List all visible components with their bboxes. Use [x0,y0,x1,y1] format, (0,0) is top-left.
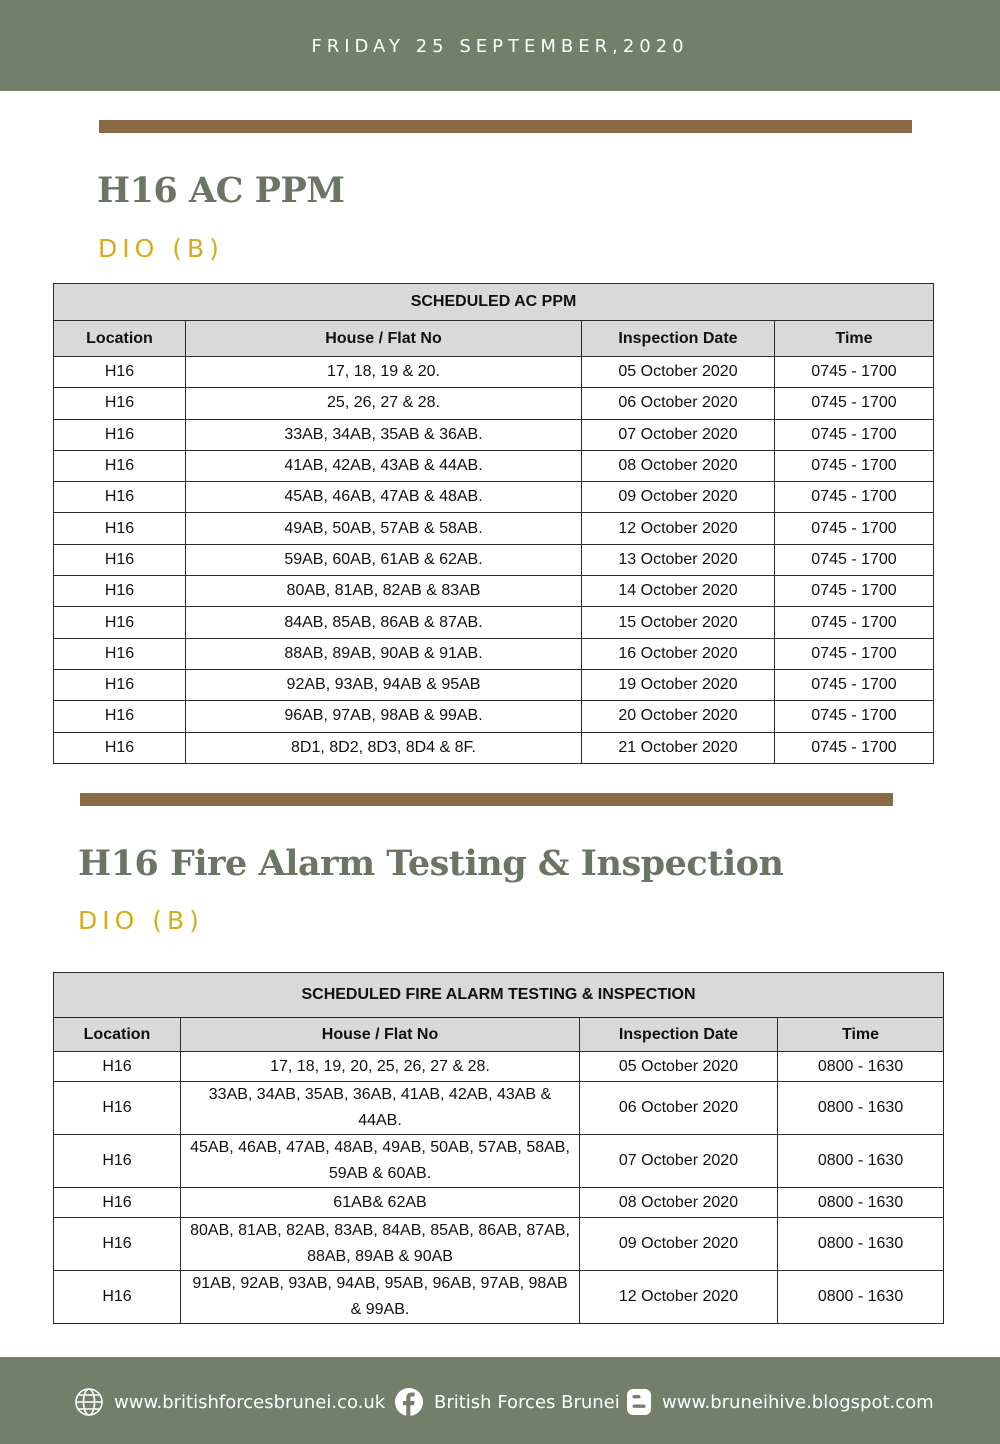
column-header: Time [778,1018,944,1052]
table-row [54,1052,944,1082]
inspection-date-cell: 06 October 2020 [582,388,775,419]
blog-link[interactable] [626,1389,934,1415]
house-flat-cell: 96AB, 97AB, 98AB & 99AB. [186,701,582,732]
column-header: Inspection Date [580,1018,778,1052]
section-title-ac-ppm: H16 AC PPM [97,170,345,211]
location-cell: H16 [54,1271,181,1324]
location-cell: H16 [54,638,186,669]
location-cell: H16 [54,576,186,607]
globe-icon [74,1387,104,1417]
location-cell: H16 [54,701,186,732]
table-header-row [54,1018,944,1052]
house-flat-cell: 49AB, 50AB, 57AB & 58AB. [186,513,582,544]
house-flat-cell: 84AB, 85AB, 86AB & 87AB. [186,607,582,638]
fire-alarm-table [53,972,944,1324]
column-header: House / Flat No [181,1018,580,1052]
location-cell: H16 [54,669,186,700]
facebook-icon [394,1387,424,1417]
table-row [54,1082,944,1135]
table-caption: SCHEDULED FIRE ALARM TESTING & INSPECTION [54,973,944,1018]
time-cell: 0745 - 1700 [775,513,934,544]
website-link[interactable] [74,1389,385,1415]
house-flat-cell: 8D1, 8D2, 8D3, 8D4 & 8F. [186,732,582,763]
location-cell: H16 [54,450,186,481]
house-flat-cell: 80AB, 81AB, 82AB, 83AB, 84AB, 85AB, 86AB, 87AB, 88AB, 89AB & 90AB [181,1218,580,1271]
table-header-row [54,321,934,357]
house-flat-cell: 59AB, 60AB, 61AB & 62AB. [186,544,582,575]
time-cell: 0745 - 1700 [775,544,934,575]
inspection-date-cell: 05 October 2020 [582,357,775,388]
location-cell: H16 [54,1188,181,1218]
time-cell: 0800 - 1630 [778,1135,944,1188]
time-cell: 0745 - 1700 [775,357,934,388]
ac-ppm-table [53,283,934,764]
location-cell: H16 [54,732,186,763]
column-header: Inspection Date [582,321,775,357]
house-flat-cell: 17, 18, 19, 20, 25, 26, 27 & 28. [181,1052,580,1082]
location-cell: H16 [54,1082,181,1135]
house-flat-cell: 61AB& 62AB [181,1188,580,1218]
blog-text: www.bruneihive.blogspot.com [662,1391,934,1413]
table-row [54,482,934,513]
table-row [54,1218,944,1271]
time-cell: 0745 - 1700 [775,576,934,607]
time-cell: 0745 - 1700 [775,388,934,419]
inspection-date-cell: 13 October 2020 [582,544,775,575]
inspection-date-cell: 16 October 2020 [582,638,775,669]
time-cell: 0745 - 1700 [775,482,934,513]
website-text: www.britishforcesbrunei.co.uk [114,1391,386,1413]
table-row [54,513,934,544]
table-row [54,1271,944,1324]
table-row [54,607,934,638]
house-flat-cell: 91AB, 92AB, 93AB, 94AB, 95AB, 96AB, 97AB, 98AB & 99AB. [181,1271,580,1324]
blogger-icon [626,1388,652,1416]
table-caption: SCHEDULED AC PPM [54,284,934,321]
location-cell: H16 [54,419,186,450]
column-header: Location [54,321,186,357]
column-header: House / Flat No [186,321,582,357]
time-cell: 0745 - 1700 [775,701,934,732]
time-cell: 0800 - 1630 [778,1218,944,1271]
section-subtitle-ac-ppm: DIO (B) [98,234,224,263]
table-row [54,701,934,732]
house-flat-cell: 92AB, 93AB, 94AB & 95AB [186,669,582,700]
time-cell: 0800 - 1630 [778,1188,944,1218]
inspection-date-cell: 06 October 2020 [580,1082,778,1135]
house-flat-cell: 25, 26, 27 & 28. [186,388,582,419]
table-row [54,669,934,700]
table-row [54,638,934,669]
time-cell: 0745 - 1700 [775,638,934,669]
time-cell: 0745 - 1700 [775,607,934,638]
time-cell: 0800 - 1630 [778,1052,944,1082]
house-flat-cell: 88AB, 89AB, 90AB & 91AB. [186,638,582,669]
inspection-date-cell: 12 October 2020 [580,1271,778,1324]
house-flat-cell: 33AB, 34AB, 35AB, 36AB, 41AB, 42AB, 43AB & 44AB. [181,1082,580,1135]
table-row [54,357,934,388]
time-cell: 0745 - 1700 [775,669,934,700]
inspection-date-cell: 21 October 2020 [582,732,775,763]
facebook-text: British Forces Brunei [434,1391,620,1413]
inspection-date-cell: 07 October 2020 [580,1135,778,1188]
time-cell: 0800 - 1630 [778,1271,944,1324]
location-cell: H16 [54,1218,181,1271]
time-cell: 0745 - 1700 [775,732,934,763]
table-row [54,576,934,607]
time-cell: 0745 - 1700 [775,419,934,450]
location-cell: H16 [54,357,186,388]
section-subtitle-fire-alarm: DIO (B) [78,906,204,935]
inspection-date-cell: 08 October 2020 [582,450,775,481]
house-flat-cell: 45AB, 46AB, 47AB & 48AB. [186,482,582,513]
inspection-date-cell: 19 October 2020 [582,669,775,700]
house-flat-cell: 80AB, 81AB, 82AB & 83AB [186,576,582,607]
inspection-date-cell: 05 October 2020 [580,1052,778,1082]
section-title-fire-alarm: H16 Fire Alarm Testing & Inspection [78,843,784,884]
inspection-date-cell: 09 October 2020 [580,1218,778,1271]
location-cell: H16 [54,1052,181,1082]
column-header: Time [775,321,934,357]
location-cell: H16 [54,1135,181,1188]
table-caption-row [54,973,944,1018]
column-header: Location [54,1018,181,1052]
header-date: FRIDAY 25 SEPTEMBER,2020 [311,36,689,57]
table-row [54,544,934,575]
inspection-date-cell: 20 October 2020 [582,701,775,732]
house-flat-cell: 33AB, 34AB, 35AB & 36AB. [186,419,582,450]
table-row [54,388,934,419]
house-flat-cell: 17, 18, 19 & 20. [186,357,582,388]
table-row [54,1188,944,1218]
facebook-link[interactable] [394,1389,620,1415]
time-cell: 0745 - 1700 [775,450,934,481]
section-divider [99,120,912,133]
table-row [54,732,934,763]
location-cell: H16 [54,388,186,419]
table-row [54,419,934,450]
inspection-date-cell: 08 October 2020 [580,1188,778,1218]
house-flat-cell: 41AB, 42AB, 43AB & 44AB. [186,450,582,481]
location-cell: H16 [54,607,186,638]
time-cell: 0800 - 1630 [778,1082,944,1135]
inspection-date-cell: 12 October 2020 [582,513,775,544]
section-divider [80,793,893,806]
inspection-date-cell: 09 October 2020 [582,482,775,513]
location-cell: H16 [54,482,186,513]
house-flat-cell: 45AB, 46AB, 47AB, 48AB, 49AB, 50AB, 57AB, 58AB, 59AB & 60AB. [181,1135,580,1188]
table-row [54,1135,944,1188]
location-cell: H16 [54,513,186,544]
table-row [54,450,934,481]
inspection-date-cell: 07 October 2020 [582,419,775,450]
inspection-date-cell: 14 October 2020 [582,576,775,607]
table-caption-row [54,284,934,321]
location-cell: H16 [54,544,186,575]
inspection-date-cell: 15 October 2020 [582,607,775,638]
